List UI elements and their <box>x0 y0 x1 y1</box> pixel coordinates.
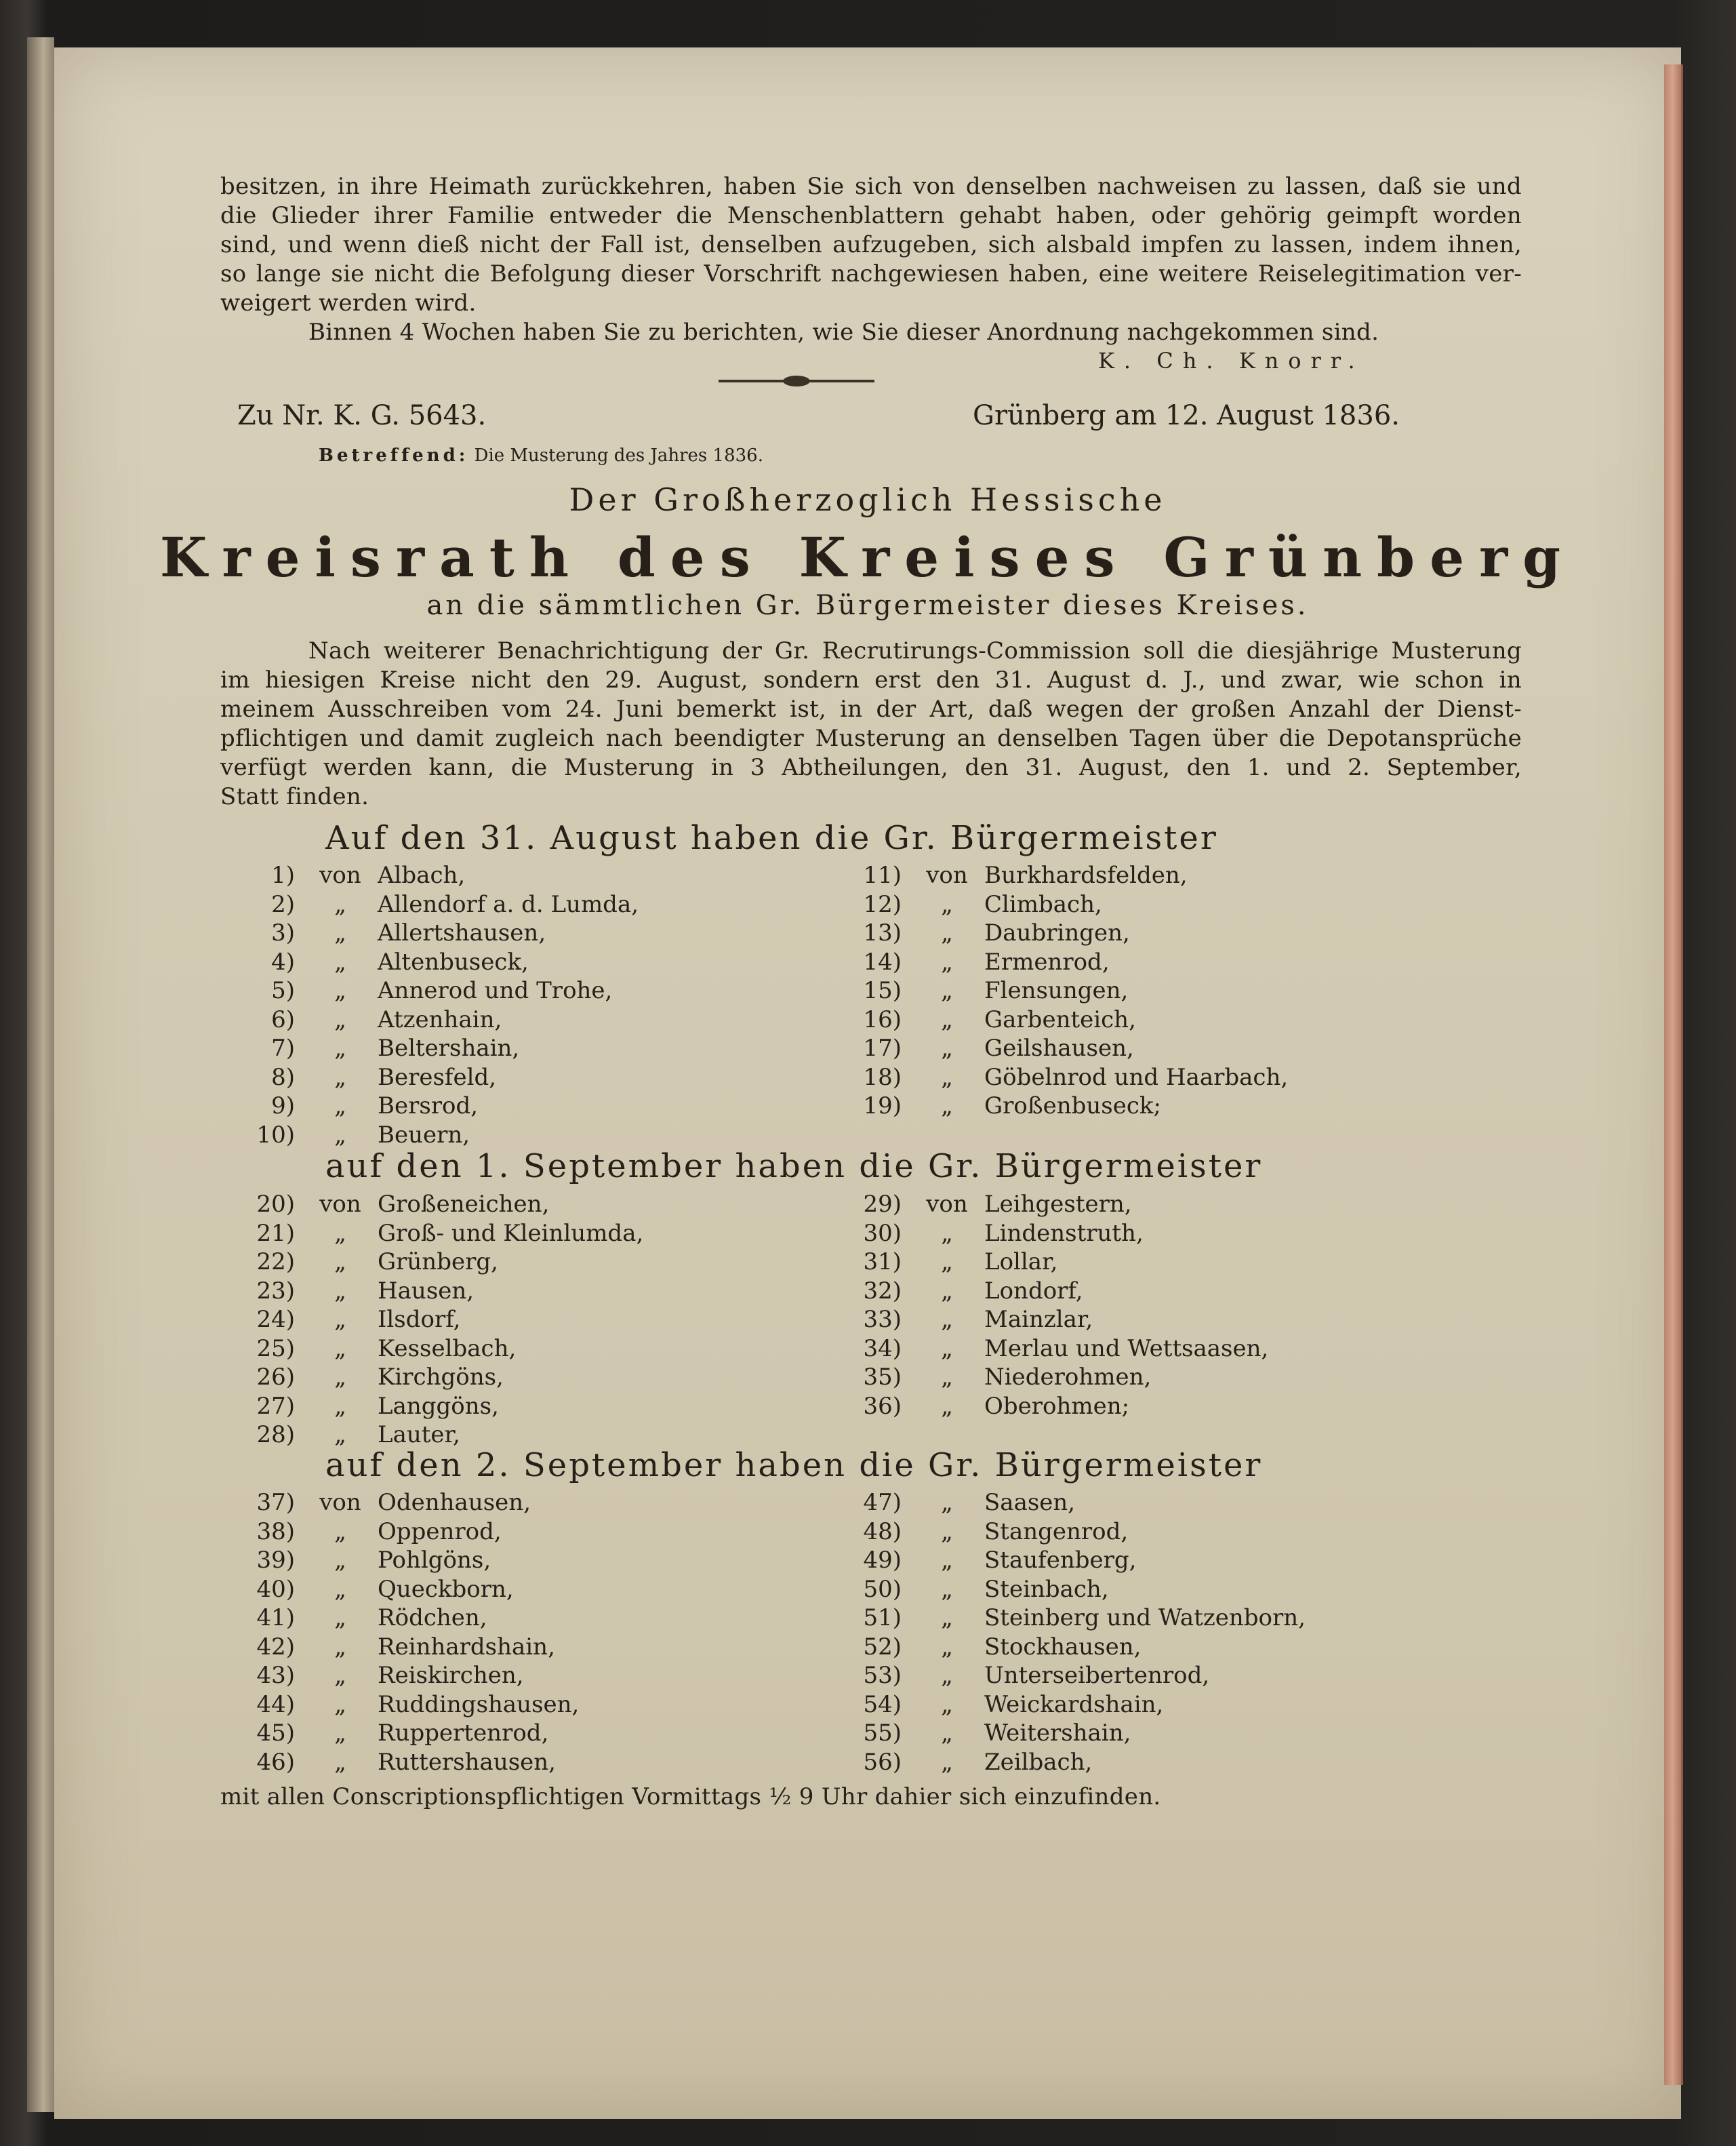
entry-prefix: „ <box>334 1121 346 1149</box>
list-item <box>220 1034 749 1063</box>
entry-number: 49) <box>863 1547 902 1574</box>
entry-number: 46) <box>256 1748 295 1776</box>
list-item <box>220 1121 749 1150</box>
list-item <box>220 1517 749 1547</box>
municipality-name: Rödchen, <box>378 1604 487 1632</box>
entry-number: 54) <box>863 1690 902 1718</box>
entry-number: 39) <box>256 1547 295 1574</box>
entry-prefix: „ <box>334 1392 346 1420</box>
entry-number: 43) <box>256 1662 295 1690</box>
entry-prefix: „ <box>941 890 953 918</box>
closing-line: mit allen Conscriptionspflichtigen Vormittags ½ 9 Uhr dahier sich einzufinden. <box>220 1783 1161 1810</box>
list-item <box>827 1392 1437 1421</box>
municipality-name: Oberohmen; <box>984 1392 1130 1420</box>
municipality-name: Londorf, <box>984 1277 1083 1305</box>
document-page <box>54 47 1681 2119</box>
municipality-name: Staufenberg, <box>984 1547 1137 1574</box>
list-item <box>220 1219 749 1248</box>
entry-prefix: „ <box>334 1633 346 1661</box>
entry-number: 7) <box>271 1035 295 1062</box>
municipality-name: Großeneichen, <box>378 1191 550 1218</box>
entry-number: 2) <box>271 890 295 918</box>
entry-number: 42) <box>256 1633 295 1661</box>
municipality-name: Beresfeld, <box>378 1063 497 1091</box>
entry-number: 19) <box>863 1092 902 1120</box>
list-item <box>220 1661 749 1690</box>
municipality-name: Stangenrod, <box>984 1517 1129 1545</box>
entry-prefix: „ <box>941 1547 953 1574</box>
entry-number: 6) <box>271 1006 295 1033</box>
entry-prefix: „ <box>334 890 346 918</box>
entry-prefix: „ <box>941 1489 953 1517</box>
entry-number: 14) <box>863 948 902 976</box>
section-3-right-list <box>827 1488 1437 1776</box>
entry-number: 41) <box>256 1604 295 1632</box>
entry-prefix: „ <box>334 1662 346 1690</box>
entry-prefix: „ <box>941 1662 953 1690</box>
entry-prefix: „ <box>941 1248 953 1276</box>
heading-line-2: Kreisrath des Kreises Grünberg <box>159 525 1576 589</box>
intro-line: besitzen, in ihre Heimath zurückkehren, haben Sie sich von denselben nachweisen zu lassen, daß sie und <box>220 173 1522 200</box>
subject-label: Betreffend: <box>319 445 469 466</box>
list-item <box>220 1420 749 1450</box>
entry-number: 8) <box>271 1063 295 1091</box>
municipality-name: Weitershain, <box>984 1720 1131 1747</box>
entry-number: 23) <box>256 1277 295 1305</box>
entry-prefix: „ <box>334 1306 346 1334</box>
entry-prefix: „ <box>334 1092 346 1120</box>
signature: K. Ch. Knorr. <box>1098 348 1365 374</box>
entry-prefix: „ <box>334 977 346 1005</box>
municipality-name: Langgöns, <box>378 1392 499 1420</box>
list-item <box>220 1604 749 1633</box>
body-line: im hiesigen Kreise nicht den 29. August, sondern erst den 31. August d. J., und zwar, wie schon in <box>220 667 1522 694</box>
municipality-name: Reiskirchen, <box>378 1662 524 1690</box>
entry-number: 12) <box>863 890 902 918</box>
municipality-name: Albach, <box>378 862 466 890</box>
municipality-name: Hausen, <box>378 1277 475 1305</box>
municipality-name: Odenhausen, <box>378 1489 531 1517</box>
municipality-name: Kirchgöns, <box>378 1364 504 1391</box>
municipality-name: Unterseibertenrod, <box>984 1662 1210 1690</box>
list-item <box>827 1190 1437 1219</box>
municipality-name: Queckborn, <box>378 1575 514 1603</box>
list-item <box>827 1719 1437 1748</box>
entry-number: 30) <box>863 1219 902 1247</box>
entry-prefix: „ <box>334 1517 346 1545</box>
municipality-name: Lollar, <box>984 1248 1058 1276</box>
list-item <box>220 1277 749 1306</box>
list-item <box>220 1488 749 1517</box>
list-item <box>827 1277 1437 1306</box>
municipality-name: Beltershain, <box>378 1035 520 1062</box>
entry-prefix: „ <box>941 1334 953 1362</box>
entry-prefix: „ <box>334 1547 346 1574</box>
entry-prefix: „ <box>941 1035 953 1062</box>
subject-text: Die Musterung des Jahres 1836. <box>474 445 763 466</box>
section-3-left-list <box>220 1488 749 1776</box>
municipality-name: Saasen, <box>984 1489 1076 1517</box>
entry-prefix: „ <box>334 948 346 976</box>
entry-number: 18) <box>863 1063 902 1091</box>
municipality-name: Burkhardsfelden, <box>984 862 1188 890</box>
reference-number: Zu Nr. K. G. 5643. <box>237 400 487 431</box>
entry-number: 27) <box>256 1392 295 1420</box>
municipality-name: Großenbuseck; <box>984 1092 1161 1120</box>
section-title: auf den 2. September haben die Gr. Bürgermeister <box>325 1446 1263 1484</box>
entry-number: 50) <box>863 1575 902 1603</box>
list-item <box>827 976 1437 1006</box>
entry-number: 13) <box>863 919 902 947</box>
entry-prefix: „ <box>941 1690 953 1718</box>
body-line: pflichtigen und damit zugleich nach beendigter Musterung an denselben Tagen über die Depotansprüche <box>220 725 1522 752</box>
municipality-name: Lindenstruth, <box>984 1219 1144 1247</box>
heading-line-1: Der Großherzoglich Hessische <box>569 481 1167 518</box>
entry-prefix: von <box>319 1489 361 1517</box>
municipality-name: Leihgestern, <box>984 1191 1132 1218</box>
entry-number: 15) <box>863 977 902 1005</box>
municipality-name: Bersrod, <box>378 1092 479 1120</box>
section-1-left-list <box>220 861 749 1149</box>
list-item <box>827 1690 1437 1720</box>
list-item <box>220 1092 749 1121</box>
entry-number: 16) <box>863 1006 902 1033</box>
list-item <box>827 1092 1437 1121</box>
municipality-name: Steinberg und Watzenborn, <box>984 1604 1306 1632</box>
entry-prefix: „ <box>941 1633 953 1661</box>
list-item <box>220 1006 749 1035</box>
list-item <box>827 1575 1437 1604</box>
municipality-name: Ermenrod, <box>984 948 1110 976</box>
entry-number: 45) <box>256 1720 295 1747</box>
entry-number: 1) <box>271 862 295 890</box>
municipality-name: Pohlgöns, <box>378 1547 491 1574</box>
municipality-name: Merlau und Wettsaasen, <box>984 1334 1269 1362</box>
list-item <box>220 976 749 1006</box>
list-item <box>220 948 749 977</box>
municipality-name: Zeilbach, <box>984 1748 1093 1776</box>
entry-prefix: „ <box>941 1748 953 1776</box>
municipality-name: Allendorf a. d. Lumda, <box>378 890 639 918</box>
section-title: auf den 1. September haben die Gr. Bürgermeister <box>325 1147 1263 1185</box>
entry-number: 34) <box>863 1334 902 1362</box>
entry-prefix: „ <box>334 1604 346 1632</box>
intro-line: sind, und wenn dieß nicht der Fall ist, denselben aufzugeben, sich alsbald impfen zu lassen, indem ihnen, <box>220 231 1522 258</box>
municipality-name: Garbenteich, <box>984 1006 1136 1033</box>
municipality-name: Grünberg, <box>378 1248 498 1276</box>
section-title: Auf den 31. August haben die Gr. Bürgermeister <box>325 819 1218 857</box>
list-item <box>220 1248 749 1277</box>
section-1-right-list <box>827 861 1437 1121</box>
entry-prefix: „ <box>941 1063 953 1091</box>
entry-number: 4) <box>271 948 295 976</box>
entry-prefix: „ <box>334 1248 346 1276</box>
municipality-name: Climbach, <box>984 890 1102 918</box>
municipality-name: Stockhausen, <box>984 1633 1142 1661</box>
list-item <box>220 890 749 919</box>
entry-number: 37) <box>256 1489 295 1517</box>
entry-prefix: „ <box>334 1720 346 1747</box>
entry-prefix: „ <box>941 1277 953 1305</box>
entry-prefix: „ <box>334 1035 346 1062</box>
heading-line-3: an die sämmtlichen Gr. Bürgermeister dieses Kreises. <box>426 590 1309 621</box>
list-item <box>220 1546 749 1575</box>
entry-prefix: von <box>926 862 968 890</box>
list-item <box>827 1363 1437 1392</box>
municipality-name: Altenbuseck, <box>378 948 529 976</box>
entry-prefix: „ <box>941 1306 953 1334</box>
municipality-name: Ruppertenrod, <box>378 1720 549 1747</box>
municipality-name: Annerod und Trohe, <box>378 977 613 1005</box>
body-line: meinem Ausschreiben vom 24. Juni bemerkt ist, in der Art, daß wegen der großen Anzahl der Dienst- <box>220 696 1522 723</box>
entry-prefix: von <box>319 1191 361 1218</box>
body-line: Nach weiterer Benachrichtigung der Gr. Recrutirungs-Commission soll die diesjährige Musterung <box>308 637 1522 664</box>
list-item <box>827 1334 1437 1364</box>
entry-number: 33) <box>863 1306 902 1334</box>
list-item <box>827 1633 1437 1662</box>
entry-prefix: „ <box>941 1604 953 1632</box>
municipality-name: Ruddingshausen, <box>378 1690 580 1718</box>
list-item <box>827 1034 1437 1063</box>
municipality-name: Groß- und Kleinlumda, <box>378 1219 644 1247</box>
subject-line <box>319 445 763 466</box>
section-2-right-list <box>827 1190 1437 1420</box>
list-item <box>827 1006 1437 1035</box>
entry-number: 22) <box>256 1248 295 1276</box>
entry-prefix: von <box>926 1191 968 1218</box>
entry-prefix: „ <box>941 1006 953 1033</box>
entry-prefix: „ <box>334 1690 346 1718</box>
intro-instruction: Binnen 4 Wochen haben Sie zu berichten, wie Sie dieser Anordnung nachgekommen sind. <box>308 319 1379 346</box>
entry-prefix: „ <box>941 919 953 947</box>
municipality-name: Weickardshain, <box>984 1690 1164 1718</box>
entry-prefix: „ <box>941 977 953 1005</box>
entry-prefix: „ <box>941 1392 953 1420</box>
list-item <box>220 1334 749 1364</box>
entry-number: 26) <box>256 1364 295 1391</box>
municipality-name: Lauter, <box>378 1421 460 1449</box>
entry-prefix: „ <box>941 948 953 976</box>
entry-number: 53) <box>863 1662 902 1690</box>
divider-ornament <box>719 380 874 382</box>
entry-number: 17) <box>863 1035 902 1062</box>
entry-number: 52) <box>863 1633 902 1661</box>
list-item <box>220 1719 749 1748</box>
list-item <box>220 861 749 890</box>
intro-line: so lange sie nicht die Befolgung dieser Vorschrift nachgewiesen haben, eine weitere Reiselegitimation ver- <box>220 260 1522 287</box>
entry-number: 31) <box>863 1248 902 1276</box>
entry-number: 10) <box>256 1121 295 1149</box>
list-item <box>827 890 1437 919</box>
body-line: verfügt werden kann, die Musterung in 3 Abtheilungen, den 31. August, den 1. und 2. September, <box>220 754 1522 781</box>
entry-number: 24) <box>256 1306 295 1334</box>
entry-number: 36) <box>863 1392 902 1420</box>
entry-prefix: „ <box>334 1334 346 1362</box>
entry-prefix: „ <box>334 1006 346 1033</box>
entry-number: 29) <box>863 1191 902 1218</box>
intro-line: weigert werden wird. <box>220 290 477 317</box>
municipality-name: Beuern, <box>378 1121 470 1149</box>
entry-prefix: „ <box>334 1063 346 1091</box>
entry-number: 40) <box>256 1575 295 1603</box>
entry-number: 5) <box>271 977 295 1005</box>
entry-prefix: „ <box>334 1219 346 1247</box>
list-item <box>827 1517 1437 1547</box>
list-item <box>827 1661 1437 1690</box>
previous-page-edge <box>27 37 54 2112</box>
list-item <box>220 1063 749 1092</box>
municipality-name: Ilsdorf, <box>378 1306 461 1334</box>
entry-number: 20) <box>256 1191 295 1218</box>
list-item <box>827 1219 1437 1248</box>
municipality-name: Reinhardshain, <box>378 1633 555 1661</box>
entry-prefix: „ <box>941 1517 953 1545</box>
entry-number: 56) <box>863 1748 902 1776</box>
entry-number: 35) <box>863 1364 902 1391</box>
municipality-name: Oppenrod, <box>378 1517 502 1545</box>
municipality-name: Niederohmen, <box>984 1364 1152 1391</box>
list-item <box>827 1305 1437 1334</box>
entry-number: 47) <box>863 1489 902 1517</box>
entry-number: 55) <box>863 1720 902 1747</box>
list-item <box>827 861 1437 890</box>
entry-number: 28) <box>256 1421 295 1449</box>
list-item <box>220 1690 749 1720</box>
municipality-name: Geilshausen, <box>984 1035 1134 1062</box>
list-item <box>220 1392 749 1421</box>
list-item <box>220 1633 749 1662</box>
entry-prefix: „ <box>941 1219 953 1247</box>
section-2-left-list <box>220 1190 749 1450</box>
list-item <box>827 1248 1437 1277</box>
entry-number: 9) <box>271 1092 295 1120</box>
entry-number: 44) <box>256 1690 295 1718</box>
list-item <box>220 1305 749 1334</box>
entry-prefix: „ <box>941 1092 953 1120</box>
municipality-name: Daubringen, <box>984 919 1130 947</box>
list-item <box>220 919 749 948</box>
municipality-name: Kesselbach, <box>378 1334 517 1362</box>
entry-number: 11) <box>863 862 902 890</box>
entry-prefix: von <box>319 862 361 890</box>
entry-number: 38) <box>256 1517 295 1545</box>
entry-number: 51) <box>863 1604 902 1632</box>
entry-number: 25) <box>256 1334 295 1362</box>
entry-prefix: „ <box>334 1364 346 1391</box>
list-item <box>220 1190 749 1219</box>
list-item <box>220 1363 749 1392</box>
entry-number: 3) <box>271 919 295 947</box>
list-item <box>827 948 1437 977</box>
list-item <box>827 1604 1437 1633</box>
list-item <box>220 1575 749 1604</box>
entry-prefix: „ <box>941 1720 953 1747</box>
entry-prefix: „ <box>941 1364 953 1391</box>
entry-prefix: „ <box>941 1575 953 1603</box>
entry-prefix: „ <box>334 1277 346 1305</box>
municipality-name: Ruttershausen, <box>378 1748 556 1776</box>
list-item <box>220 1748 749 1777</box>
municipality-name: Allertshausen, <box>378 919 546 947</box>
entry-number: 48) <box>863 1517 902 1545</box>
entry-prefix: „ <box>334 919 346 947</box>
entry-number: 32) <box>863 1277 902 1305</box>
entry-number: 21) <box>256 1219 295 1247</box>
list-item <box>827 1063 1437 1092</box>
body-line: Statt finden. <box>220 783 369 810</box>
place-date: Grünberg am 12. August 1836. <box>973 400 1400 431</box>
entry-prefix: „ <box>334 1748 346 1776</box>
entry-prefix: „ <box>334 1575 346 1603</box>
entry-prefix: „ <box>334 1421 346 1449</box>
list-item <box>827 1546 1437 1575</box>
municipality-name: Flensungen, <box>984 977 1129 1005</box>
municipality-name: Mainzlar, <box>984 1306 1093 1334</box>
intro-line: die Glieder ihrer Familie entweder die Menschenblattern gehabt haben, oder gehörig geimpft worden <box>220 202 1522 229</box>
municipality-name: Steinbach, <box>984 1575 1109 1603</box>
list-item <box>827 919 1437 948</box>
municipality-name: Göbelnrod und Haarbach, <box>984 1063 1289 1091</box>
list-item <box>827 1488 1437 1517</box>
municipality-name: Atzenhain, <box>378 1006 502 1033</box>
page-edge-red <box>1664 64 1683 2085</box>
list-item <box>827 1748 1437 1777</box>
